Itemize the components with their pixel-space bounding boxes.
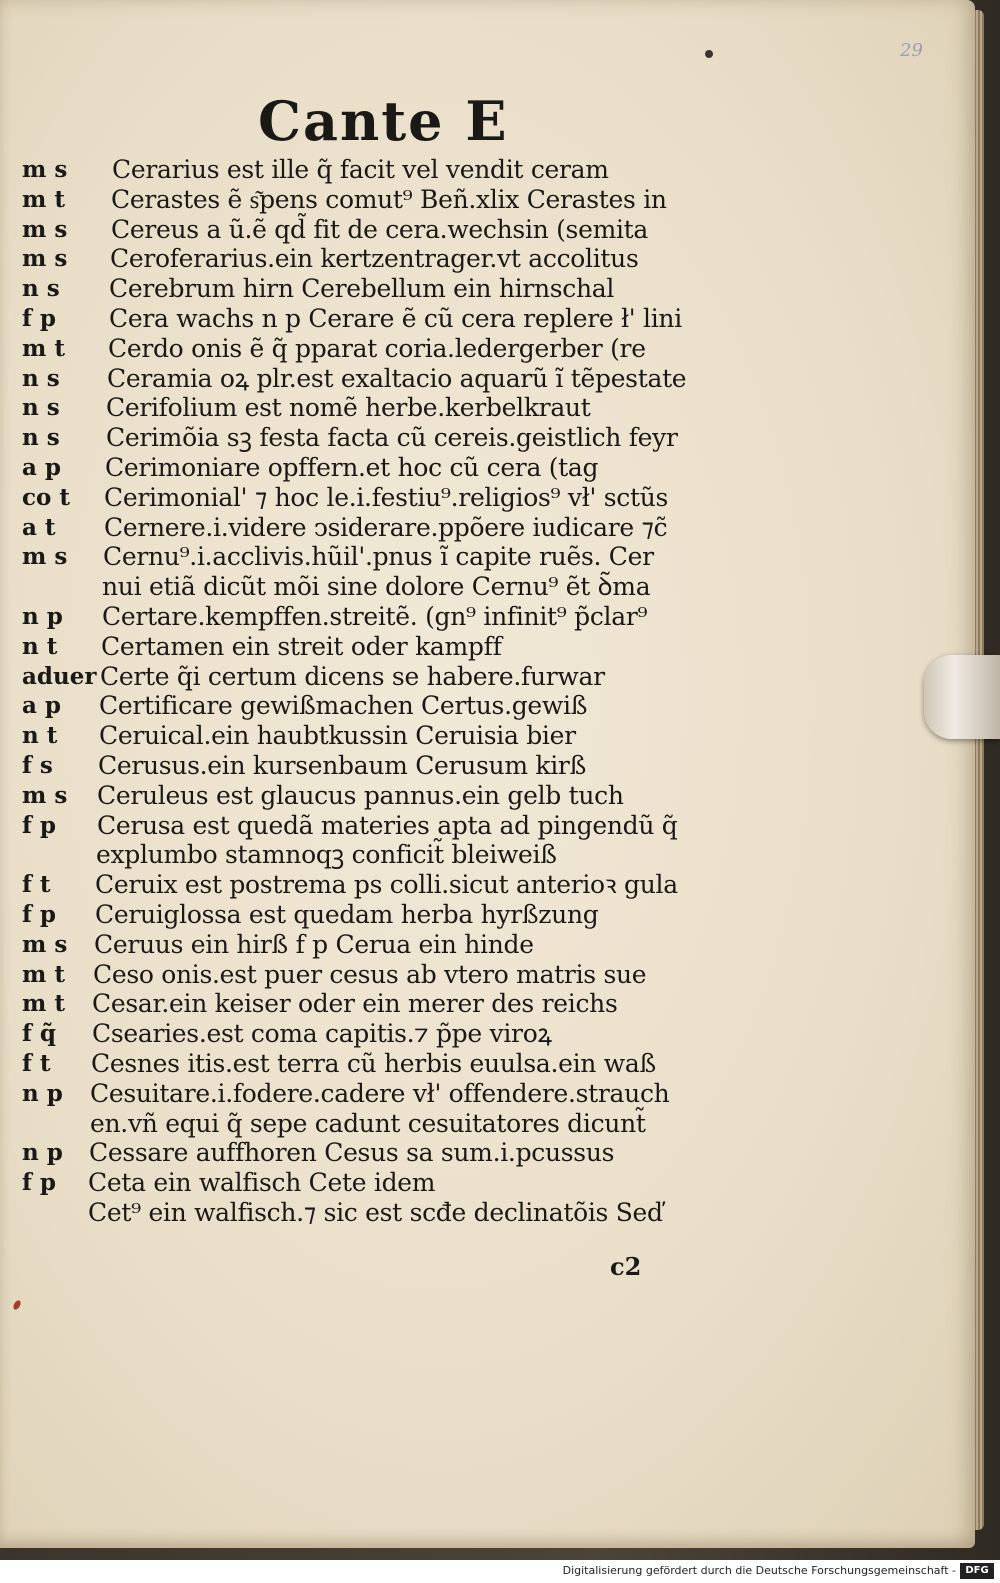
entry-row [0,364,940,394]
entry-text: Cerusa est quedã materies apta ad pingendũ q̃ [97,810,678,840]
entry-text: Ceroferarius.ein kertzentrager.vt accolitus [110,244,639,274]
entry-row [0,1079,940,1109]
entry-text: Ceruical.ein haubtkussin Ceruisia bier [99,721,576,751]
folio-number: 29 [900,40,923,61]
entry-text: Cessare auffhoren Cesus sa sum.i.pcussus [89,1138,615,1168]
entry-text: Cerifolium est nomẽ herbe.kerbelkraut [106,393,591,423]
entry-row [0,602,940,632]
entry-row [0,393,940,423]
entry-text: Ceruiglossa est quedam herba hyrßzung [95,899,599,929]
entry-text: Cerastes ẽ s͂pens comut⁹ Beñ.xlix Cerastes in [111,184,667,214]
entry-text: Cerimoniare opffern.et hoc cũ cera (tag [105,452,599,482]
entry-grammar-tag: n s [22,394,60,422]
entry-grammar-tag: n t [22,722,58,750]
entry-grammar-tag: n p [22,1139,63,1167]
entry-text: explumbo stamnoqꝫ conficit̃ bleiweiß [96,840,557,870]
entry-row [0,185,940,215]
entry-row [0,215,940,245]
entry-grammar-tag: n s [22,275,60,303]
entry-text: Ceruleus est glaucus pannus.ein gelb tuch [97,780,624,810]
entry-grammar-tag: co t [22,483,70,511]
entry-grammar-tag: m t [22,334,65,362]
entry-row [0,304,940,334]
entry-row [0,1049,940,1079]
entry-text: Ceramia oꝝ plr.est exaltacio aquarũ ĩ tẽpestate [107,363,687,393]
entry-text: Csearies.est coma capitis.⁊ p̃pe viroꝝ [92,1019,552,1049]
entry-row [0,483,940,513]
page-clip [924,655,1000,739]
entry-text: Cesar.ein keiser oder ein merer des reichs [92,989,618,1019]
entry-row [0,513,940,543]
dfg-logo: DFG [960,1563,994,1579]
entry-text: Cerarius est ille q̃ facit vel vendit ceram [112,155,609,184]
entry-grammar-tag: m t [22,990,65,1018]
entry-grammar-tag: f p [22,304,56,332]
entry-grammar-tag: a t [22,513,56,541]
entry-grammar-tag: f p [22,900,56,928]
entry-grammar-tag: m s [22,930,68,958]
entry-text: Cesuitare.i.fodere.cadere vł' offendere.strauch [90,1078,670,1108]
entry-text: Ceruus ein hirß f p Cerua ein hinde [94,929,534,959]
entry-row [0,751,940,781]
entry-text: Ceso onis.est puer cesus ab vtero matris sue [93,959,647,989]
entry-row [0,1019,940,1049]
entry-grammar-tag: f s [22,751,53,779]
entry-row [0,453,940,483]
footer-credit: Digitalisierung gefördert durch die Deutsche Forschungsgemeinschaft - [562,1564,956,1577]
entry-row [0,662,940,692]
entry-row [0,155,940,185]
ink-stain [12,1299,22,1311]
entry-grammar-tag: a p [22,453,61,481]
entry-text: nui etiã dicũt mõi sine dolore Cernu⁹ ẽt ꝺ̃ma [102,572,651,602]
entry-text: Cerimonial' ⁊ hoc le.i.festiu⁹.religios⁹ vł' sctũs [104,482,669,512]
entry-grammar-tag: aduer [22,662,97,690]
entry-text: Ceruix est postrema ps colli.sicut anterioꝛ gula [95,870,678,900]
entry-row [0,721,940,751]
entry-grammar-tag: f p [22,1169,56,1197]
entry-row [0,1138,940,1168]
entry-text: Cera wachs n p Cerare ẽ cũ cera replere ł' lini [109,303,682,333]
entry-text: Cereus a ũ.ẽ qd̃ fit de cera.wechsin (semita [111,214,649,244]
entry-row [0,1198,940,1228]
entry-row [0,900,940,930]
entry-row [0,989,940,1019]
entry-grammar-tag: f t [22,871,51,899]
entry-text: Certamen ein streit oder kampff [101,631,502,661]
entry-text: Cernere.i.videre ↄsiderare.ppõere iudicare ⁊c̃ [104,512,668,542]
entry-grammar-tag: m s [22,245,68,273]
entry-grammar-tag: n p [22,602,63,630]
entry-text: Certe q̃i certum dicens se habere.furwar [100,661,605,691]
entry-grammar-tag: n s [22,424,60,452]
entry-row [0,781,940,811]
signature-mark: c2 [610,1252,642,1281]
entry-text: Cerusus.ein kursenbaum Cerusum kirß [98,750,586,780]
entry-row [0,1168,940,1198]
entry-row [0,811,940,841]
footer-bar [0,1560,1000,1583]
entry-text: en.vñ equi q̃ sepe cadunt cesuitatores dicunt̃ [90,1108,646,1138]
entry-grammar-tag: n s [22,364,60,392]
entry-grammar-tag: m s [22,543,68,571]
entry-grammar-tag: f p [22,811,56,839]
entry-grammar-tag: n p [22,1079,63,1107]
entry-text: Cerimõia sꝫ festa facta cũ cereis.geistlich feyr [106,423,678,453]
entry-text: Cernu⁹.i.acclivis.hũil'.pnus ĩ capite ruẽs. Cer [103,542,654,572]
entry-row [0,1109,940,1139]
entry-row [0,274,940,304]
entry-grammar-tag: m t [22,185,65,213]
entry-text: Certare.kempffen.streitẽ. (gn⁹ infinit⁹ p̃clar⁹ [102,601,648,631]
entry-row [0,691,940,721]
ink-dot [705,50,713,58]
entry-grammar-tag: f q̃ [22,1020,56,1048]
entry-text: Certificare gewißmachen Certus.gewiß [99,691,588,721]
entry-row [0,930,940,960]
entry-grammar-tag: m s [22,781,68,809]
entry-grammar-tag: n t [22,632,58,660]
entry-text: Cerebrum hirn Cerebellum ein hirnschal [109,274,615,304]
entry-row [0,334,940,364]
entry-row [0,870,940,900]
entry-row [0,244,940,274]
entry-row [0,542,940,572]
entry-grammar-tag: a p [22,692,61,720]
entry-row [0,960,940,990]
entry-row [0,840,940,870]
running-head: Cante E [258,89,509,153]
entry-text: Cerdo onis ẽ q̃ pparat coria.ledergerber (re [108,333,646,363]
entry-row [0,632,940,662]
dictionary-entries [0,155,940,1228]
entry-row [0,572,940,602]
entry-grammar-tag: m s [22,156,68,183]
entry-grammar-tag: m t [22,960,65,988]
entry-text: Ceta ein walfisch Cete idem [88,1168,436,1198]
entry-grammar-tag: m s [22,215,68,243]
entry-text: Cet⁹ ein walfisch.⁊ sic est scđe declinatõis Seď [88,1197,663,1227]
entry-row [0,423,940,453]
entry-grammar-tag: f t [22,1049,51,1077]
entry-text: Cesnes itis.est terra cũ herbis euulsa.ein waß [91,1048,656,1078]
